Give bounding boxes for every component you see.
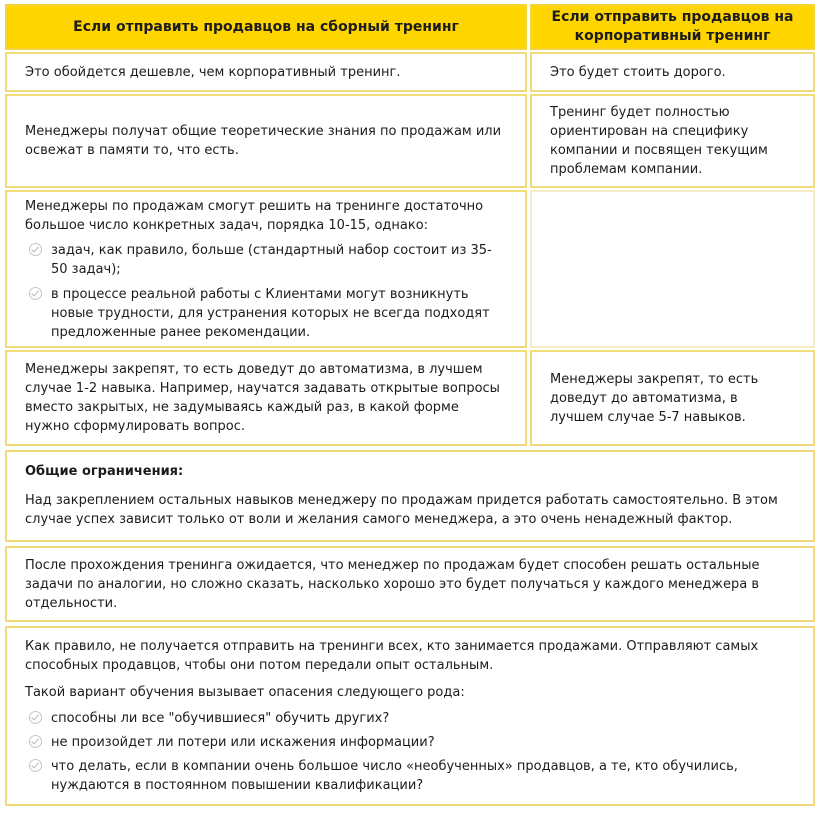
header-corporate-training-label: Если отправить продавцов на корпоративный тренинг [551, 9, 794, 44]
header-group-training-label: Если отправить продавцов на сборный тренинг [73, 18, 459, 35]
general-limitations-title: Общие ограничения: [25, 464, 184, 479]
list-item: не произойдет ли потери или искажения информации? [7, 733, 795, 752]
concerns-list [7, 709, 795, 795]
row-cost-left-text: Это обойдется дешевле, чем корпоративный тренинг. [25, 64, 401, 80]
concerns-intro: Как правило, не получается отправить на тренинги всех, кто занимается продажами. Отправляют самых способных продавцов, чтобы они потом передали опыт остальным. [25, 639, 759, 673]
list-item: в процессе реальной работы с Клиентами могут возникнуть новые трудности, для устранения которых не всегда подходят предложенные ранее рекомендации. [7, 285, 507, 342]
concerns-block [5, 626, 815, 806]
check-circle-icon [29, 711, 42, 724]
check-circle-icon [29, 287, 42, 300]
row-knowledge-left-text: Менеджеры получат общие теоретические знания по продажам или освежат в памяти то, что есть. [25, 124, 502, 158]
header-corporate-training [530, 4, 815, 50]
row-cost-right-text: Это будет стоить дорого. [550, 64, 726, 80]
row-cost-right [530, 52, 815, 92]
row-knowledge-right-text: Тренинг будет полностью ориентирован на специфику компании и посвящен текущим проблемам компании. [550, 105, 768, 177]
row-knowledge-right [530, 94, 815, 188]
concerns-lead: Такой вариант обучения вызывает опасения следующего рода: [25, 685, 465, 700]
row-tasks-right-empty [530, 190, 815, 348]
general-limitations-text: Над закреплением остальных навыков менеджеру по продажам придется работать самостоятельно. В этом случае успех зависит только от воли и желания самого менеджера, а это очень ненадежный фактор. [25, 493, 778, 527]
check-circle-icon [29, 735, 42, 748]
row-knowledge-left [5, 94, 527, 188]
row-cost-left [5, 52, 527, 92]
row-tasks-left [5, 190, 527, 348]
row-tasks-list [7, 241, 507, 342]
check-circle-icon [29, 243, 42, 256]
row-skills-right-text: Менеджеры закрепят, то есть доведут до автоматизма, в лучшем случае 5-7 навыков. [550, 371, 759, 425]
row-tasks-intro: Менеджеры по продажам смогут решить на тренинге достаточно большое число конкретных задач, порядка 10-15, однако: [25, 198, 484, 233]
check-circle-icon [29, 759, 42, 772]
list-item: задач, как правило, больше (стандартный набор состоит из 35-50 задач); [7, 241, 507, 279]
list-item: способны ли все "обучившиеся" обучить других? [7, 709, 795, 728]
row-skills-left-text: Менеджеры закрепят, то есть доведут до автоматизма, в лучшем случае 1-2 навыка. Например, научатся задавать открытые вопросы вместо закрытых, не задумываясь каждый раз, в какой форме нужно сформулировать вопрос. [25, 362, 500, 434]
general-limitations [5, 450, 815, 542]
after-training-text: После прохождения тренинга ожидается, что менеджер по продажам будет способен решать остальные задачи по аналогии, но сложно сказать, насколько хорошо это будет получаться у каждого менеджера в отдельности. [25, 557, 760, 611]
header-group-training [5, 4, 527, 50]
after-training [5, 546, 815, 622]
list-item: что делать, если в компании очень большое число «необученных» продавцов, а те, кто обучились, нуждаются в постоянном повышении квалификации? [7, 757, 795, 795]
row-skills-right [530, 350, 815, 446]
row-skills-left [5, 350, 527, 446]
